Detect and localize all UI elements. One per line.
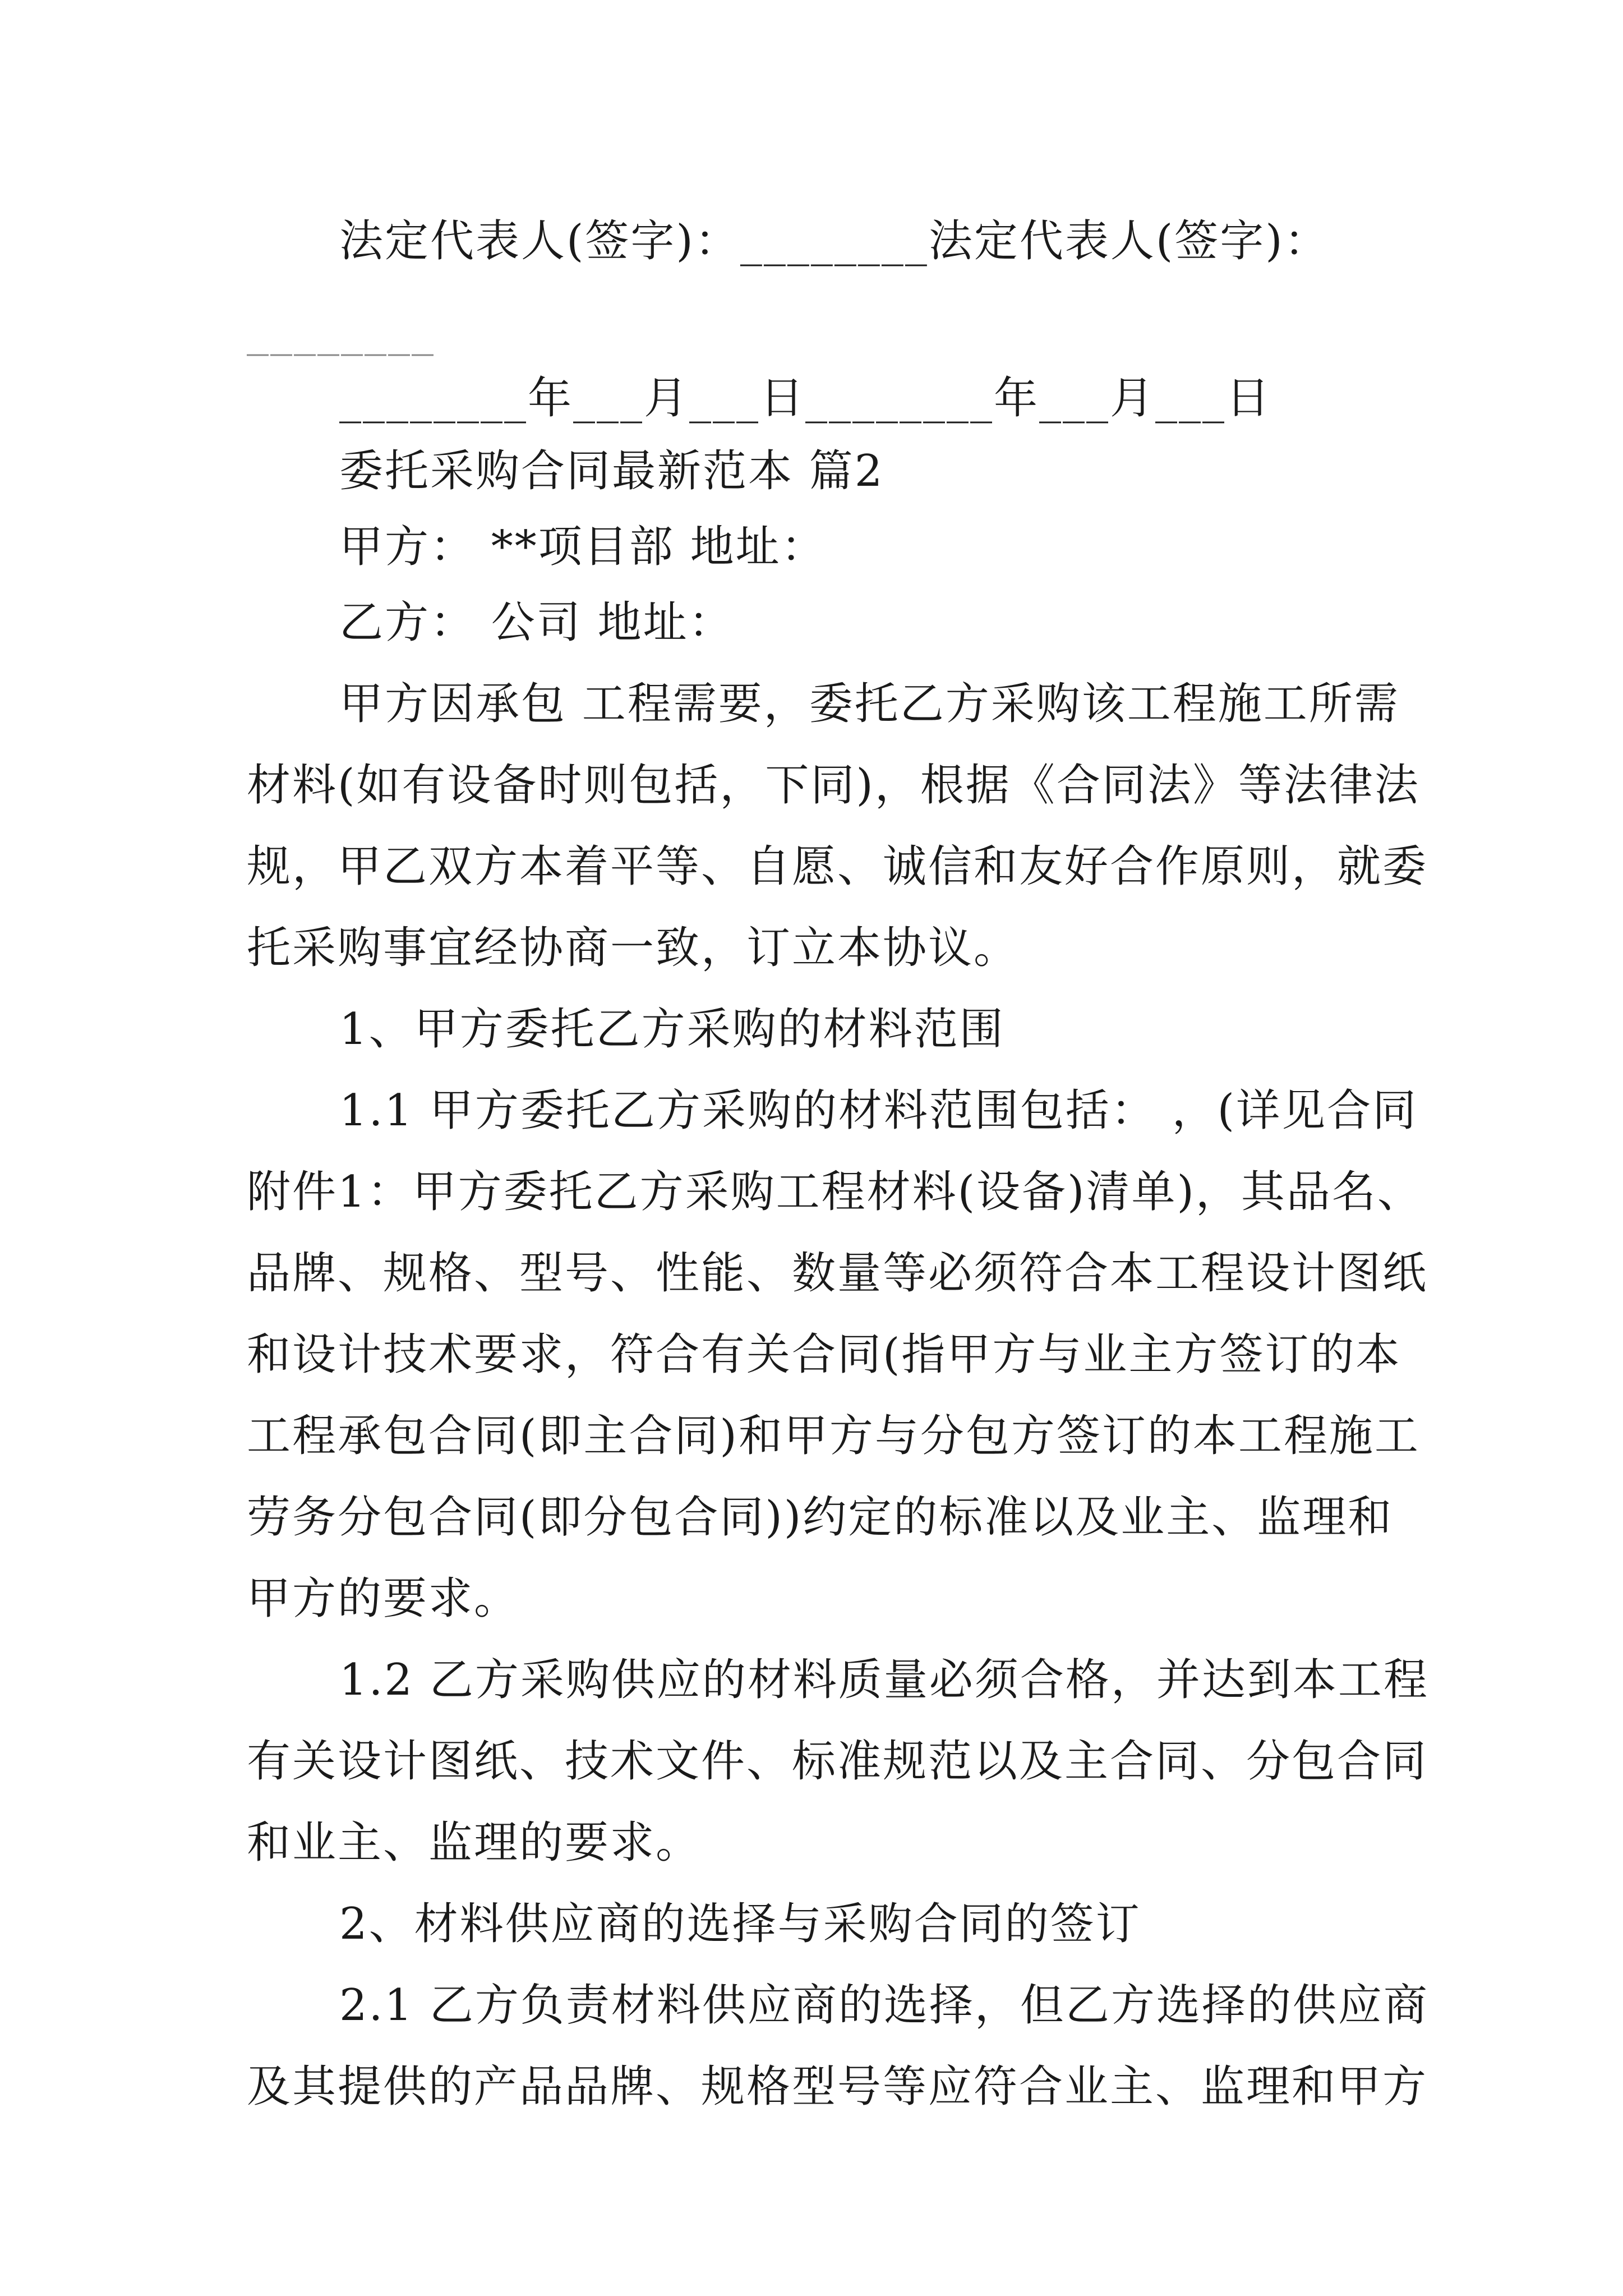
clause-1-1-line: 品牌、规格、型号、性能、数量等必须符合本工程设计图纸	[247, 1248, 1428, 1299]
party-a-line: 甲方： **项目部 地址：	[339, 522, 827, 572]
clause-1-2-line: 1.2 乙方采购供应的材料质量必须合格，并达到本工程	[339, 1655, 1429, 1705]
intro-line: 甲方因承包 工程需要，委托乙方采购该工程施工所需	[339, 679, 1400, 729]
section-1-heading: 1、甲方委托乙方采购的材料范围	[339, 1004, 1005, 1055]
clause-1-1-line: 劳务分包合同(即分包合同))约定的标准以及业主、监理和	[247, 1492, 1394, 1543]
intro-line: 规，甲乙双方本着平等、自愿、诚信和友好合作原则，就委	[247, 841, 1428, 892]
clause-1-2-line: 和业主、监理的要求。	[247, 1818, 702, 1868]
clause-1-2-line: 有关设计图纸、技术文件、标准规范以及主合同、分包合同	[247, 1736, 1428, 1787]
party-b-line: 乙方： 公司 地址：	[339, 597, 734, 648]
clause-1-1-line: 1.1 甲方委托乙方采购的材料范围包括： ，(详见合同	[339, 1085, 1418, 1136]
clause-1-1-line: 工程承包合同(即主合同)和甲方与分包方签订的本工程施工	[247, 1411, 1420, 1461]
intro-line: 托采购事宜经协商一致，订立本协议。	[247, 923, 1020, 973]
clause-2-1-line: 及其提供的产品品牌、规格型号等应符合业主、监理和甲方	[247, 2062, 1428, 2112]
clause-1-1-line: 甲方的要求。	[247, 1573, 520, 1624]
clause-2-1-line: 2.1 乙方负责材料供应商的选择，但乙方选择的供应商	[339, 1980, 1429, 2031]
clause-1-1-line: 和设计技术要求，符合有关合同(指甲方与业主方签订的本	[247, 1329, 1401, 1380]
clause-1-1-line: 附件1：甲方委托乙方采购工程材料(设备)清单)，其品名、	[247, 1167, 1423, 1217]
signature-line-1: 法定代表人(签字)：________法定代表人(签字)：	[339, 216, 1330, 266]
section-2-heading: 2、材料供应商的选择与采购合同的签订	[339, 1899, 1141, 1949]
intro-line: 材料(如有设备时则包括，下同)，根据《合同法》等法律法	[247, 760, 1420, 811]
signature-blank-line: ________	[247, 306, 435, 356]
document-title: 委托采购合同最新范本 篇2	[339, 446, 884, 496]
date-line: ________年___月___日________年___月___日	[339, 373, 1272, 424]
